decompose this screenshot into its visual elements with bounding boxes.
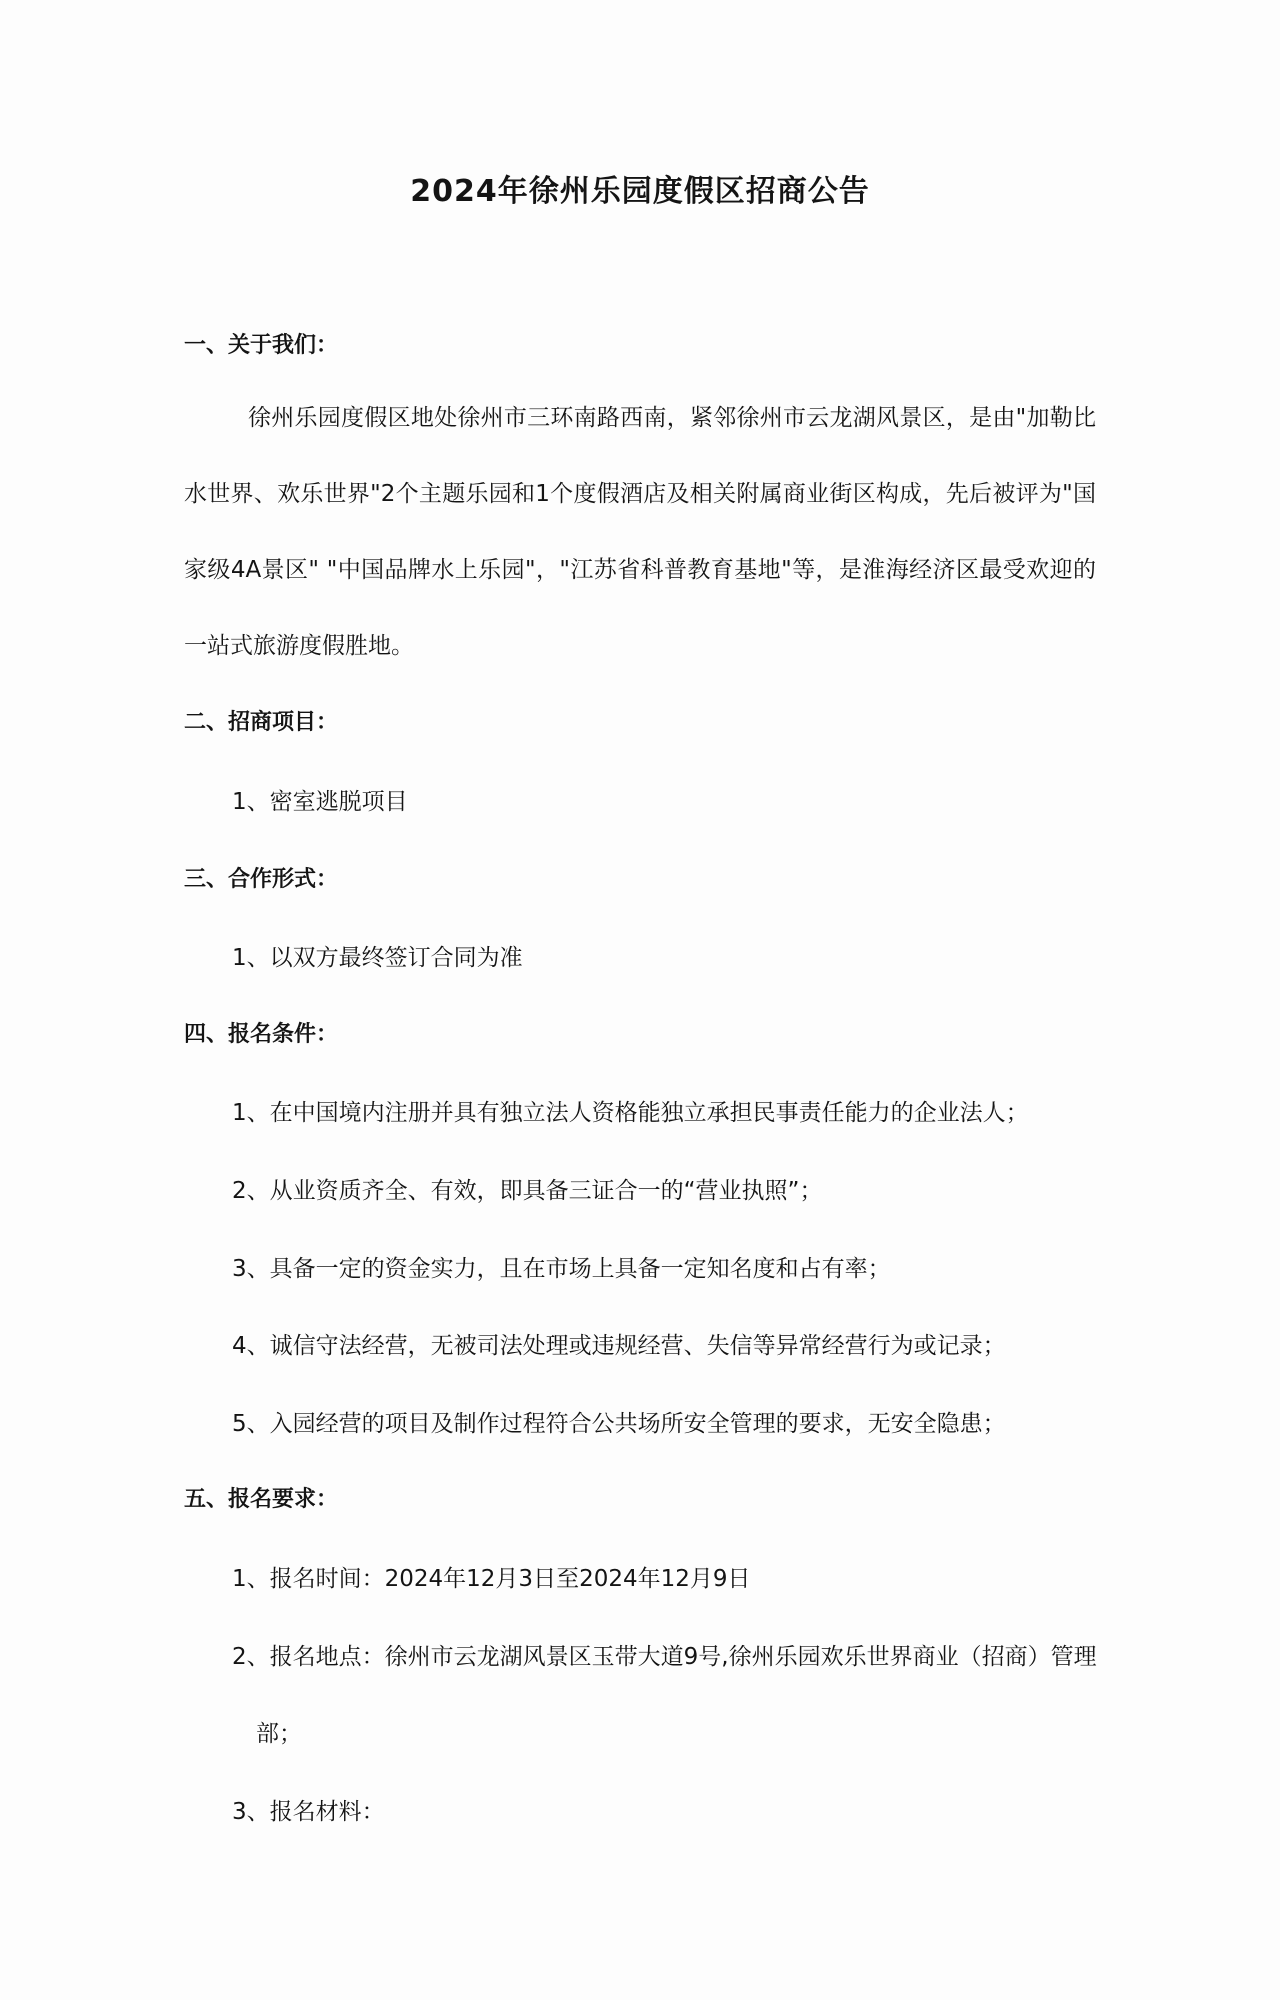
section-cooperation-heading: 三、合作形式：	[184, 867, 339, 892]
section-requirements-heading: 五、报名要求：	[184, 1487, 339, 1512]
list-item-continuation: 部；	[256, 1721, 302, 1747]
section-about-heading: 一、关于我们：	[184, 333, 339, 358]
list-item: 2、从业资质齐全、有效，即具备三证合一的“营业执照”；	[232, 1178, 823, 1204]
section-about-body: 徐州乐园度假区地处徐州市三环南路西南，紧邻徐州市云龙湖风景区，是由"加勒比水世界、欢乐世界"2个主题乐园和1个度假酒店及相关附属商业街区构成，先后被评为"国家级4A景区" "中国品牌水上乐园"，"江苏省科普教育基地"等，是淮海经济区最受欢迎的一站式旅游度假胜地。	[184, 405, 1096, 659]
section-conditions-heading: 四、报名条件：	[184, 1022, 339, 1047]
list-item: 1、密室逃脱项目	[232, 789, 408, 815]
section-projects-heading: 二、招商项目：	[184, 710, 339, 735]
list-item: 1、以双方最终签订合同为准	[232, 945, 523, 971]
list-item: 3、报名材料：	[232, 1799, 385, 1825]
list-item: 5、入园经营的项目及制作过程符合公共场所安全管理的要求，无安全隐患；	[232, 1411, 1006, 1437]
list-item: 3、具备一定的资金实力，且在市场上具备一定知名度和占有率；	[232, 1256, 891, 1282]
list-item: 2、报名地点：徐州市云龙湖风景区玉带大道9号,徐州乐园欢乐世界商业（招商）管理	[232, 1644, 1097, 1670]
list-item: 1、在中国境内注册并具有独立法人资格能独立承担民事责任能力的企业法人；	[232, 1100, 1029, 1126]
document-title: 2024年徐州乐园度假区招商公告	[410, 174, 870, 209]
list-item: 1、报名时间：2024年12月3日至2024年12月9日	[232, 1566, 751, 1592]
list-item: 4、诚信守法经营，无被司法处理或违规经营、失信等异常经营行为或记录；	[232, 1333, 1006, 1359]
